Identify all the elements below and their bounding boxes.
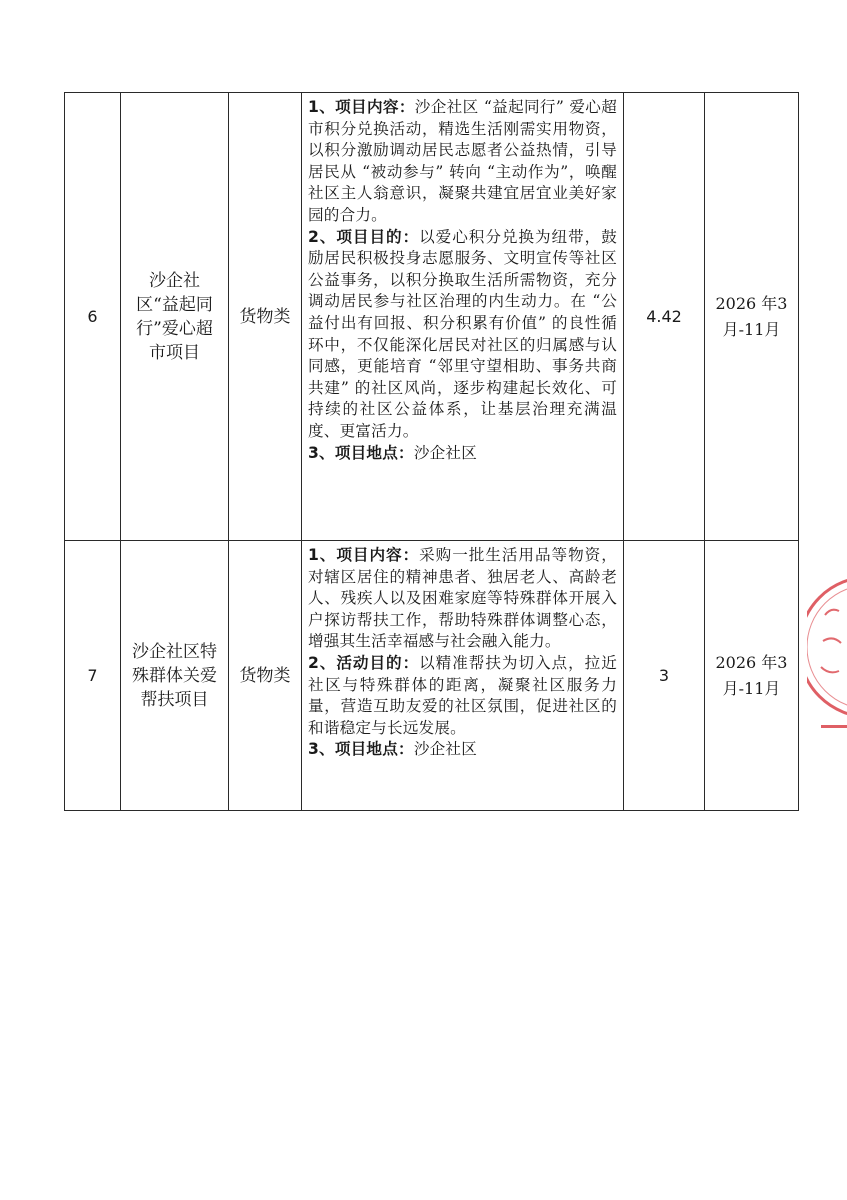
content-label: 1、项目内容： <box>308 98 415 116</box>
project-category: 货物类 <box>229 541 302 811</box>
content-paragraph <box>308 97 617 227</box>
project-date: 2026 年3月-11月 <box>705 93 799 541</box>
project-category: 货物类 <box>229 93 302 541</box>
project-amount: 3 <box>624 541 705 811</box>
project-name: 沙企社区“益起同行”爱心超市项目 <box>121 93 229 541</box>
location-paragraph <box>308 739 617 761</box>
row-index: 7 <box>65 541 121 811</box>
official-seal-fragment <box>807 555 847 745</box>
project-description <box>302 541 624 811</box>
project-date: 2026 年3月-11月 <box>705 541 799 811</box>
purpose-text: 以爱心积分兑换为纽带，鼓励居民积极投身志愿服务、文明宣传等社区公益事务，以积分换取生活所需物资，充分调动居民参与社区治理的内生动力。在 “公益付出有回报、积分积累有价值” 的良性循环中，不仅能深化居民对社区的归属感与认同感，更能培育 “邻里守望相助、事务共商共建” 的社区风尚，逐步构建起长效化、可持续的社区公益体系，让基层治理充满温度、更富活力。 <box>308 227 617 440</box>
content-text: 采购一批生活用品等物资，对辖区居住的精神患者、独居老人、高龄老人、残疾人以及困难家庭等特殊群体开展入户探访帮扶工作，帮助特殊群体调整心态，增强其生活幸福感与社会融入能力。 <box>308 546 617 651</box>
table-row <box>65 93 799 541</box>
content-label: 1、项目内容： <box>308 546 420 564</box>
project-amount: 4.42 <box>624 93 705 541</box>
project-name: 沙企社区特殊群体关爱帮扶项目 <box>121 541 229 811</box>
project-table <box>64 92 799 811</box>
purpose-text: 以精准帮扶为切入点，拉近社区与特殊群体的距离，凝聚社区服务力量，营造互助友爱的社区氛围，促进社区的和谐稳定与长远发展。 <box>308 653 617 737</box>
table-row <box>65 541 799 811</box>
row-index: 6 <box>65 93 121 541</box>
location-paragraph <box>308 443 617 465</box>
purpose-paragraph <box>308 653 617 739</box>
location-text: 沙企社区 <box>413 443 478 462</box>
project-description <box>302 93 624 541</box>
purpose-label: 2、活动目的： <box>308 653 420 672</box>
purpose-paragraph <box>308 227 617 443</box>
location-label: 3、项目地点： <box>308 443 414 462</box>
location-text: 沙企社区 <box>413 740 478 759</box>
seal-icon <box>807 555 847 745</box>
location-label: 3、项目地点： <box>308 740 414 759</box>
purpose-label: 2、项目目的： <box>308 227 420 246</box>
content-text: 沙企社区 “益起同行” 爱心超市积分兑换活动，精选生活刚需实用物资，以积分激励调动居民志愿者公益热情，引导居民从 “被动参与” 转向 “主动作为”，唤醒社区主人翁意识，凝聚共建宜居宜业美好家园的合力。 <box>308 98 617 224</box>
content-paragraph <box>308 545 617 653</box>
